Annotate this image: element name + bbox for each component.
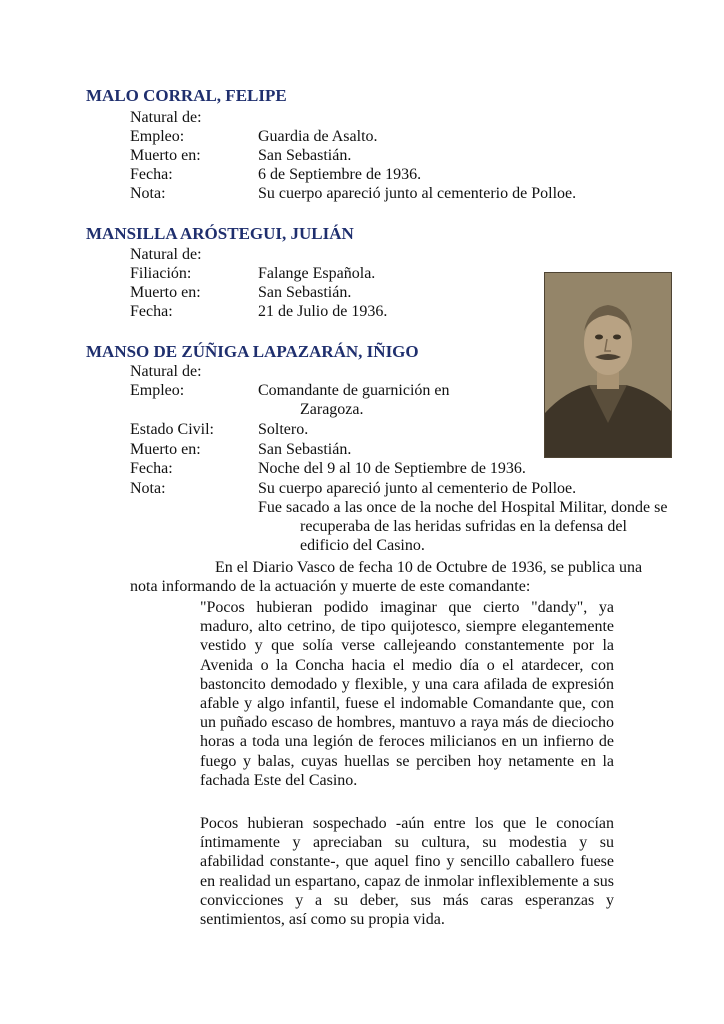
entry-name: MANSO DE ZÚÑIGA LAPAZARÁN, IÑIGO <box>86 342 419 361</box>
field-value: Falange Española. <box>258 265 376 282</box>
field-value: San Sebastián. <box>258 284 352 301</box>
note-line: recuperaba de las heridas sufridas en la defensa del <box>300 518 627 535</box>
field-label: Natural de: <box>130 246 202 263</box>
field-label: Muerto en: <box>130 441 201 458</box>
field-label: Nota: <box>130 480 166 497</box>
field-label: Empleo: <box>130 382 185 399</box>
field-label: Fecha: <box>130 166 173 183</box>
field-label: Nota: <box>130 185 166 202</box>
field-value: Su cuerpo apareció junto al cementerio de Polloe. <box>258 185 577 202</box>
field-value: Su cuerpo apareció junto al cementerio de Polloe. <box>258 480 577 497</box>
field-value: San Sebastián. <box>258 147 352 164</box>
field-label: Estado Civil: <box>130 421 214 438</box>
field-label: Muerto en: <box>130 284 201 301</box>
entry-name: MALO CORRAL, FELIPE <box>86 86 287 105</box>
note-line: edificio del Casino. <box>300 537 425 554</box>
body-paragraph-line: nota informando de la actuación y muerte de este comandante: <box>130 578 531 595</box>
portrait-photo <box>544 272 672 458</box>
field-label: Natural de: <box>130 363 202 380</box>
quote-paragraph: Pocos hubieran sospechado -aún entre los que le conocían íntimamente y apreciaban su cultura, su modestia y su afabilidad constante-, que aquel fino y sencillo caballero fuese en realidad un espartano, capaz de inmolar inflexiblemente a sus convicciones y a su deber, sus más caras esperanzas y sentimientos, así como su propia vida. <box>200 815 614 929</box>
quote-paragraph: "Pocos hubieran podido imaginar que cierto "dandy", ya maduro, alto cetrino, de tipo quijotesco, siempre elegantemente vestido y que solía verse callejeando constantemente por la Avenida o la Concha hacia el medio día o el atardecer, con bastoncito demodado y flexible, y una cara afilada de expresión afable y algo infantil, fuese el indomable Comandante que, con un puñado escaso de hombres, mantuvo a raya más de dieciocho horas a toda una legión de feroces milicianos en un infierno de fuego y balas, cuyas huellas se perciben hoy netamente en la fachada Este del Casino. <box>200 599 614 789</box>
field-label: Fecha: <box>130 460 173 477</box>
field-value: 6 de Septiembre de 1936. <box>258 166 422 183</box>
field-value: 21 de Julio de 1936. <box>258 303 388 320</box>
field-label: Natural de: <box>130 109 202 126</box>
note-line: Fue sacado a las once de la noche del Hospital Militar, donde se <box>258 499 668 516</box>
field-value: Noche del 9 al 10 de Septiembre de 1936. <box>258 460 526 477</box>
entry-name: MANSILLA ARÓSTEGUI, JULIÁN <box>86 224 354 243</box>
field-value: Soltero. <box>258 421 309 438</box>
field-label: Empleo: <box>130 128 185 145</box>
field-value-continued: Zaragoza. <box>300 401 364 418</box>
body-paragraph-line: En el Diario Vasco de fecha 10 de Octubre de 1936, se publica una <box>215 559 643 576</box>
field-value: San Sebastián. <box>258 441 352 458</box>
field-label: Muerto en: <box>130 147 201 164</box>
field-value: Comandante de guarnición en <box>258 382 450 399</box>
field-value: Guardia de Asalto. <box>258 128 378 145</box>
field-label: Fecha: <box>130 303 173 320</box>
field-label: Filiación: <box>130 265 192 282</box>
